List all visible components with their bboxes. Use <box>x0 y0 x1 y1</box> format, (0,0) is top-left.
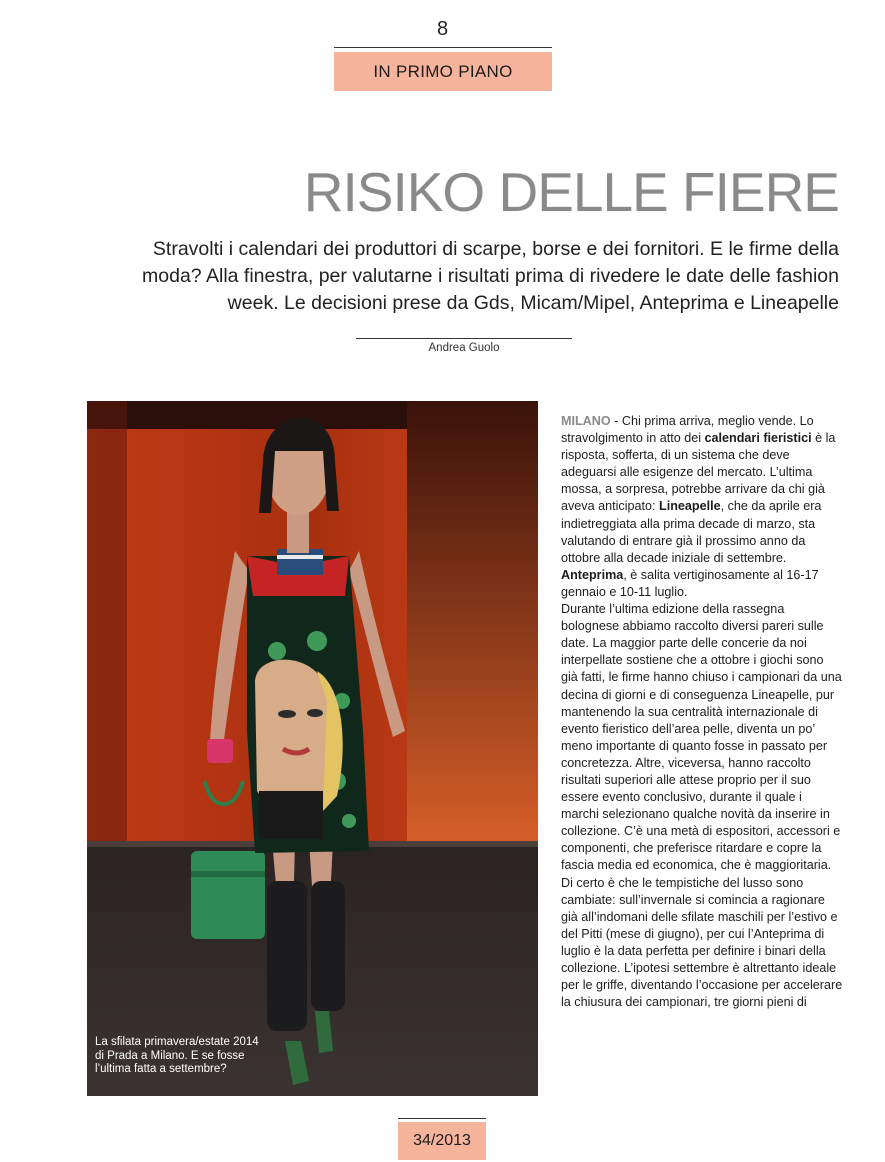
article-body <box>561 413 843 1011</box>
body-bold: Anteprima <box>561 567 624 582</box>
article-title: RISIKO DELLE FIERE <box>303 161 839 223</box>
body-bold: calendari fieristici <box>704 431 812 446</box>
author-byline: Andrea Guolo <box>428 342 500 354</box>
issue-number: 34/2013 <box>398 1122 486 1160</box>
article-subtitle: Stravolti i calendari dei produttori di scarpe, borse e dei fornitori. E le firme della moda? Alla finestra, per valutarne i risultati prima di rivedere le date delle fashion week. Le decisioni prese da Gds, Micam/Mipel, Anteprima e Lineapelle <box>142 238 839 314</box>
body-text: - Chi prima arriva, meglio vende. Lo stravolgimento in atto dei <box>561 414 814 446</box>
footer-rule <box>398 1118 486 1119</box>
body-text: , che da aprile era indietreggiata alla prima decade di marzo, sta valutando di entrare già il prossimo anno da ottobre alla decade iniziale di settembre. <box>561 499 822 565</box>
dateline: MILANO <box>561 414 611 428</box>
body-text: è la risposta, sofferta, di un sistema che deve adeguarsi alle esigenze del mercato. L’ultima mossa, a sorpresa, potrebbe arrivare da chi già aveva anticipato: <box>561 431 836 514</box>
photo-caption: La sfilata primavera/estate 2014 di Prada a Milano. E se fosse l’ultima fatta a settembre? <box>95 1036 259 1075</box>
page-number: 8 <box>436 18 449 40</box>
author-rule <box>356 338 572 339</box>
section-tag: IN PRIMO PIANO <box>334 52 552 91</box>
article-paragraph <box>561 413 843 601</box>
body-text: , è salita vertiginosamente al 16-17 gennaio e 10-11 luglio. <box>561 567 819 599</box>
header-rule <box>334 47 552 48</box>
runway-photo <box>87 401 538 1096</box>
body-bold: Lineapelle <box>659 499 721 514</box>
article-paragraph: Durante l’ultima edizione della rassegna bolognese abbiamo raccolto diversi pareri sulle date. La maggior parte delle concerie da noi interpellate sostiene che a ottobre i giochi sono già fatti, le firme hanno chiuso i campionari da una decina di giorni e di conseguenza Lineapelle, pur mantenendo la sua centralità internazionale di evento fieristico dell’area pelle, diventa un po’ meno importante di quanto fosse in passato per concretezza. Altre, viceversa, hanno raccolto risultati superiori alle attese proprio per il suo essere evento conclusivo, durante il quale i marchi selezionano qualche novità da inserire in collezione. C’è una metà di espositori, accessori e componenti, che preferisce ritardare e copre la fascia media ed economica, che è maggioritaria. Di certo è che le tempistiche del lusso sono cambiate: sull’invernale si comincia a ragionare già all’indomani delle sfilate maschili per l’estivo e del Pitti (mese di giugno), per cui l’Anteprima di luglio è la data perfetta per definire i binari della collezione. L’ipotesi settembre è altrettanto ideale per le griffe, diventando l’occasione per accelerare la chiusura dei campionari, tre giorni pieni di <box>561 602 843 1010</box>
